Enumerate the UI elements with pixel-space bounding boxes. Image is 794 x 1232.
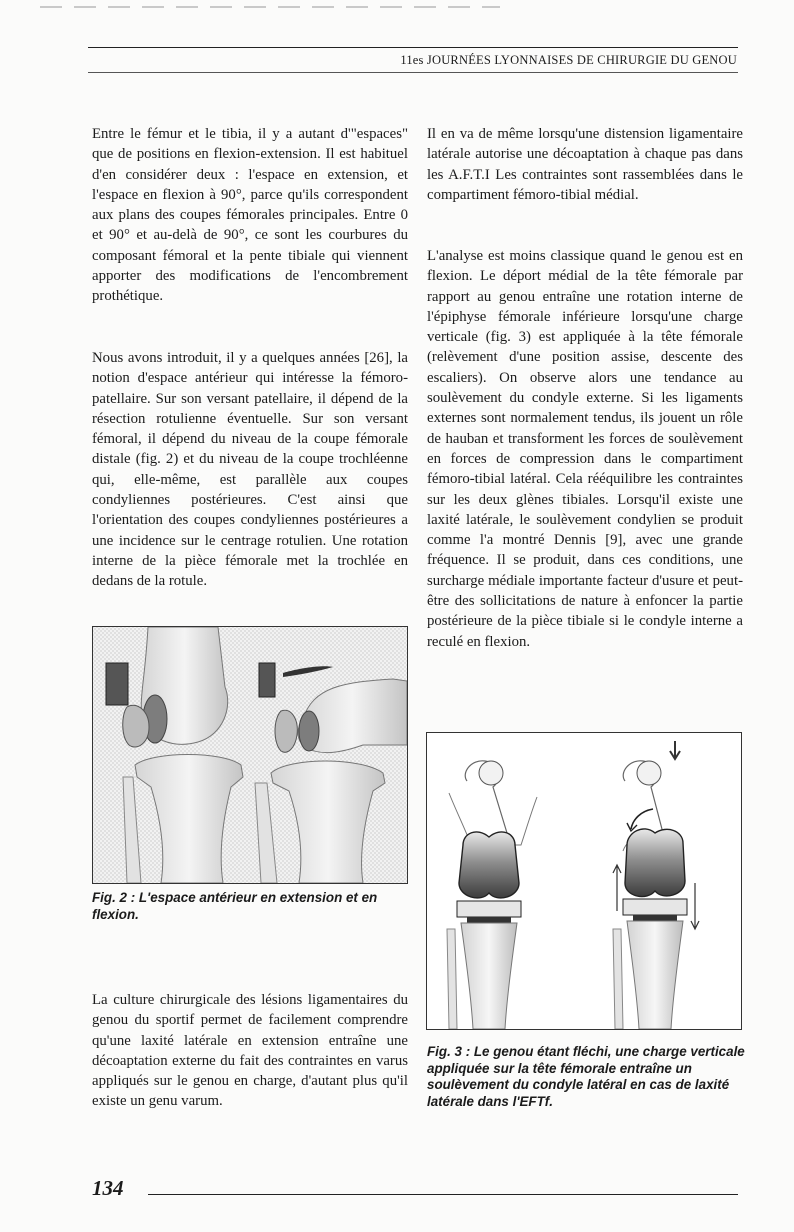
- figure-3-caption: Fig. 3 : Le genou étant fléchi, une charge verticale appliquée sur la tête fémorale entraîne un soulèvement du condyle latéral en cas de laxité latérale dans l'EFTf.: [427, 1044, 745, 1109]
- header-bottom-rule: [88, 72, 738, 73]
- figure-2-knee-illustration: [92, 626, 408, 884]
- page-number: 134: [92, 1176, 124, 1200]
- paragraph-culture-chirurgicale: La culture chirurgicale des lésions ligamentaires du genou du sportif permet de facilement comprendre qu'une laxité latérale en extension entraîne une décoaptation externe du fait des contraintes en varus appliqués sur le genou en charge, d'autant plus qu'il existe un genu varum.: [92, 992, 408, 1110]
- running-title: 11es JOURNÉES LYONNAISES DE CHIRURGIE DU GENOU: [400, 53, 737, 67]
- paragraph-espaces: Entre le fémur et le tibia, il y a autant d'"espaces" que de positions en flexion-extension. Il est habituel d'en considérer deux : l'espace en extension, et l'espace en flexion à 90°, parce qu'ils correspondent aux plans des coupes fémorales principales. Entre 0 et 90° et au-delà de 90°, ce sont les courbures du composant fémoral et la pente tibiale qui viennent apporter des modifications de l'encombrement prothétique.: [92, 126, 408, 305]
- paragraph-distension: Il en va de même lorsqu'une distension ligamentaire latérale autorise une décoaptation à chaque pas dans les A.F.T.I Les contraintes sont rassemblées dans le compartiment fémoro-tibial médial.: [427, 126, 743, 203]
- figure-3-knee-prosthesis-illustration: [426, 732, 742, 1030]
- figure-2-caption: Fig. 2 : L'espace antérieur en extension et en flexion.: [92, 890, 378, 922]
- paragraph-espace-anterieur: Nous avons introduit, il y a quelques années [26], la notion d'espace antérieur qui intéresse la fémoro-patellaire. Sur son versant patellaire, il dépend de la résection rotulienne éventuelle. Sur son versant fémoral, il dépend du niveau de la coupe fémorale distale (fig. 2) et du niveau de la coupe trochléenne qui, elle-même, est parallèle aux coupes condyliennes postérieures. C'est ainsi que l'orientation des coupes condyliennes postérieures a une incidence sur le centrage rotulien. Une rotation interne de la pièce fémorale met la trochlée en dedans de la rotule.: [92, 350, 408, 590]
- header-top-rule: [88, 47, 738, 48]
- footer-rule: [148, 1194, 738, 1195]
- scan-artifact-dashes: [40, 6, 500, 8]
- paragraph-analyse-flexion: L'analyse est moins classique quand le genou est en flexion. Le déport médial de la tête fémorale par rapport au genou entraîne une rotation interne de l'épiphyse fémorale inférieure lorsqu'une charge verticale (fig. 3) est appliquée à la tête fémorale (relèvement d'une position assise, descente des escaliers). On observe alors une tendance au soulèvement du condyle externe. Si les ligaments externes sont normalement tendus, ils jouent un rôle de hauban et transforment les forces de soulèvement en forces de compression dans le compartiment fémoro-tibial latéral. Cela rééquilibre les contraintes sur les deux glènes tibiales. Lorsqu'il existe une laxité latérale, le soulèvement condylien se produit comme l'a montré Dennis [9], avec une grande fréquence. Il se produit, dans ces conditions, une surcharge médiale importante facteur d'usure et peut-être des sollicitations de nature à enfoncer la partie postérieure de la pièce tibiale si le condyle interne a reculé en flexion.: [427, 248, 743, 650]
